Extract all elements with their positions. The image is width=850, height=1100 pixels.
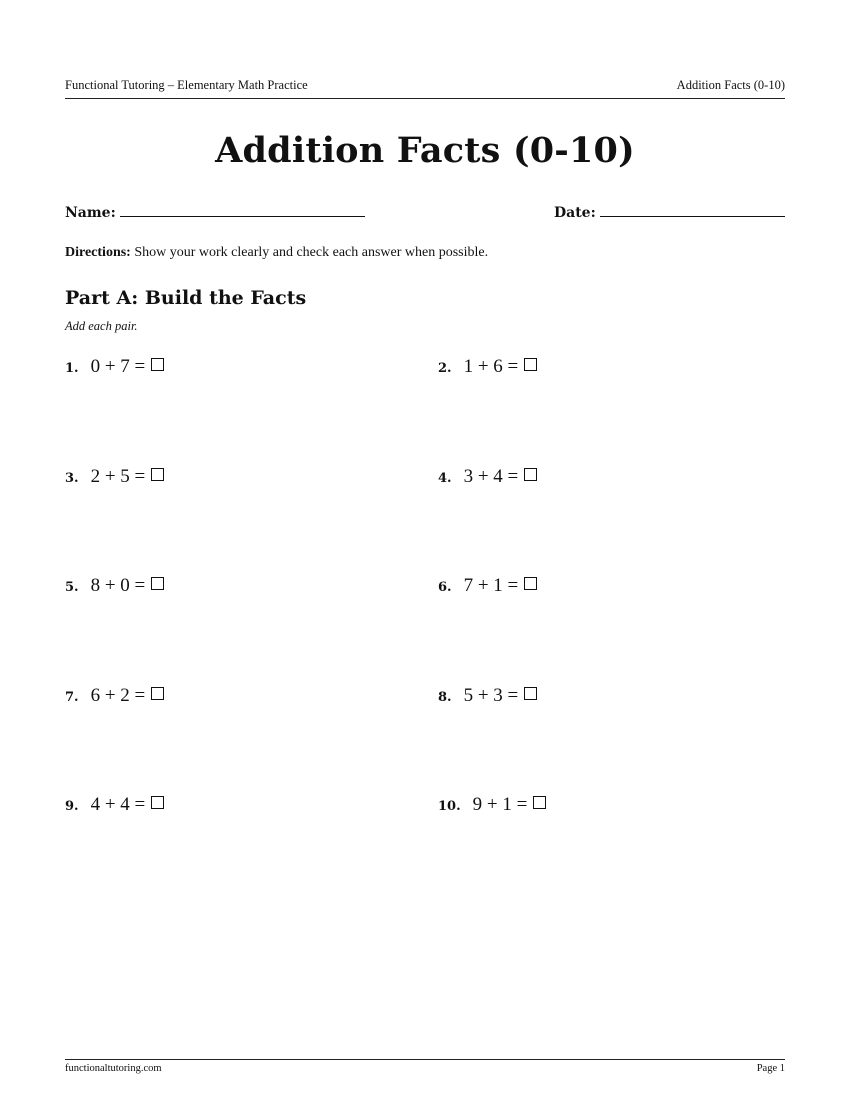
problem-number: 2.	[438, 361, 452, 376]
problem-number: 6.	[438, 580, 452, 595]
answer-box[interactable]	[524, 358, 537, 371]
page-title: Addition Facts (0-10)	[215, 130, 635, 171]
answer-box[interactable]	[151, 358, 164, 371]
problem-number: 7.	[65, 690, 79, 705]
page-footer	[65, 1059, 785, 1074]
problem-expression: 9 + 1 =	[472, 794, 528, 815]
problem-number: 8.	[438, 690, 452, 705]
problem-expression: 6 + 2 =	[90, 685, 146, 706]
header-worksheet-title: Addition Facts (0-10)	[676, 78, 785, 92]
part-a-title: Part A: Build the Facts	[65, 287, 307, 309]
answer-box[interactable]	[151, 468, 164, 481]
answer-box[interactable]	[524, 687, 537, 700]
answer-box[interactable]	[533, 796, 546, 809]
problem-10	[438, 794, 546, 818]
date-label: Date:	[554, 205, 596, 221]
problem-4	[438, 466, 537, 490]
problem-expression: 1 + 6 =	[463, 356, 519, 377]
date-blank-line[interactable]	[600, 202, 785, 217]
problem-1	[65, 356, 164, 380]
answer-box[interactable]	[151, 577, 164, 590]
name-label: Name:	[65, 205, 116, 221]
problem-expression: 5 + 3 =	[463, 685, 519, 706]
name-field[interactable]	[65, 202, 365, 220]
directions	[65, 245, 488, 261]
problem-6	[438, 575, 537, 599]
problem-number: 4.	[438, 471, 452, 486]
date-field[interactable]	[554, 202, 785, 220]
footer-page-number: Page 1	[756, 1063, 785, 1074]
problem-8	[438, 685, 537, 709]
problem-5	[65, 575, 164, 599]
problem-expression: 7 + 1 =	[463, 575, 519, 596]
answer-box[interactable]	[524, 577, 537, 590]
problem-expression: 2 + 5 =	[90, 466, 146, 487]
problem-number: 1.	[65, 361, 79, 376]
page-header	[65, 78, 785, 99]
header-course-title: Functional Tutoring – Elementary Math Practice	[65, 78, 308, 92]
problem-number: 10.	[438, 799, 461, 814]
problem-expression: 3 + 4 =	[463, 466, 519, 487]
problem-9	[65, 794, 164, 818]
name-blank-line[interactable]	[120, 202, 365, 217]
directions-label: Directions:	[65, 245, 131, 260]
problem-2	[438, 356, 537, 380]
problem-number: 3.	[65, 471, 79, 486]
directions-text: Show your work clearly and check each answer when possible.	[134, 245, 489, 260]
answer-box[interactable]	[524, 468, 537, 481]
part-a-subtitle: Add each pair.	[65, 319, 138, 333]
problem-7	[65, 685, 164, 709]
answer-box[interactable]	[151, 687, 164, 700]
answer-box[interactable]	[151, 796, 164, 809]
problem-number: 9.	[65, 799, 79, 814]
problem-3	[65, 466, 164, 490]
footer-website: functionaltutoring.com	[65, 1063, 162, 1074]
problem-number: 5.	[65, 580, 79, 595]
problem-expression: 8 + 0 =	[90, 575, 146, 596]
problem-expression: 4 + 4 =	[90, 794, 146, 815]
problem-expression: 0 + 7 =	[90, 356, 146, 377]
